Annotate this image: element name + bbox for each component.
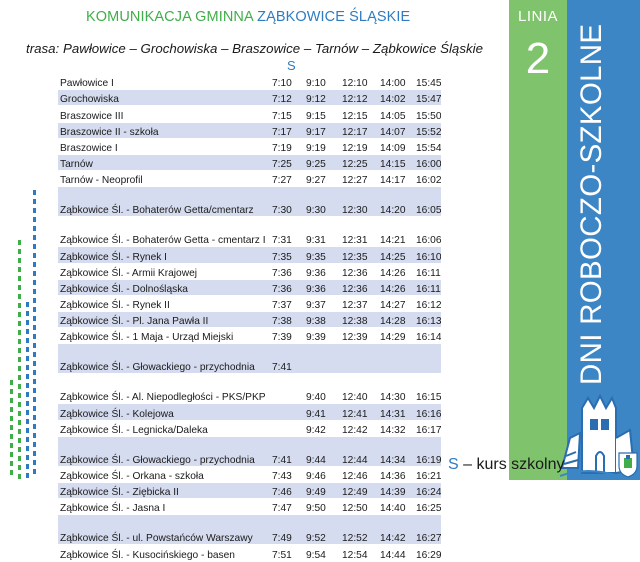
departure-time: 12:38	[340, 312, 378, 328]
departure-time: 7:39	[272, 332, 292, 344]
departure-time: 12:52	[340, 515, 378, 545]
departure-time: 14:26	[378, 279, 414, 295]
timetable-row	[58, 312, 441, 328]
departure-time: 16:15	[416, 392, 441, 404]
stop-name: Braszowice III	[60, 110, 124, 122]
departure-time: 14:31	[378, 404, 414, 420]
departure-time: 14:29	[380, 332, 406, 344]
timetable-row	[58, 279, 441, 295]
stop-name: Ząbkowice Śl. - Orkana - szkoła	[60, 471, 204, 482]
departure-time: 7:41	[270, 344, 304, 374]
departure-time: 9:40	[306, 392, 326, 404]
departure-time: 16:11	[416, 267, 441, 279]
title-part-green: KOMUNIKACJA GMINNA	[86, 9, 253, 25]
decorative-dots	[0, 0, 60, 480]
departure-time: 7:30	[270, 187, 304, 217]
departure-time: 12:42	[342, 424, 368, 436]
timetable-row	[58, 420, 441, 436]
stop-name: Ząbkowice Śl. - Głowackiego - przychodnia	[58, 344, 270, 374]
departure-time: 9:35	[304, 247, 340, 263]
departure-time: 16:19	[414, 436, 441, 466]
departure-time: 14:02	[378, 90, 414, 106]
departure-time: 7:36	[272, 267, 292, 279]
timetable	[58, 74, 441, 562]
departure-time: 9:31	[306, 235, 326, 247]
stop-name: Ząbkowice Śl. - Głowackiego - przychodnia	[58, 436, 270, 466]
departure-time: 9:46	[306, 471, 326, 482]
stop-name: Ząbkowice Śl. - ul. Powstańców Warszawy	[58, 515, 270, 545]
band-separator	[499, 0, 509, 480]
departure-time: 16:29	[416, 549, 441, 561]
service-days-title: DNI ROBOCZO-SZKOLNE	[575, 23, 608, 385]
departure-time: 7:46	[270, 483, 304, 499]
stop-name: Ząbkowice Śl. - Rynek II	[60, 300, 170, 312]
timetable-row	[58, 106, 441, 122]
departure-time: 12:54	[342, 549, 368, 561]
departure-time: 9:25	[304, 154, 340, 170]
timetable-row	[58, 122, 441, 138]
stop-name: Grochowiska	[58, 90, 270, 106]
departure-time: 14:07	[378, 122, 414, 138]
departure-time: 7:12	[270, 90, 304, 106]
departure-time: 12:25	[340, 154, 378, 170]
departure-time	[414, 344, 441, 374]
departure-time	[304, 344, 340, 374]
departure-time: 16:05	[414, 187, 441, 217]
departure-time: 7:49	[270, 515, 304, 545]
stop-name: Ząbkowice Śl. - Bohaterów Getta/cmentarz	[58, 187, 270, 217]
departure-time: 7:37	[272, 300, 292, 312]
departure-time: 16:12	[416, 300, 441, 312]
departure-time: 16:16	[414, 404, 441, 420]
timetable-row	[58, 187, 441, 217]
departure-time: 7:15	[272, 110, 292, 122]
legend	[448, 456, 564, 474]
timetable-row	[58, 295, 441, 311]
departure-time: 12:30	[340, 187, 378, 217]
stop-name: Pawłowice I	[60, 78, 114, 90]
departure-time: 9:44	[304, 436, 340, 466]
departure-time: 14:42	[378, 515, 414, 545]
departure-time: 7:31	[272, 235, 292, 247]
departure-time	[378, 344, 414, 374]
departure-time	[270, 404, 304, 420]
departure-time: 14:40	[380, 503, 406, 515]
departure-time: 9:49	[304, 483, 340, 499]
timetable-row	[58, 436, 441, 466]
departure-time: 14:25	[378, 247, 414, 263]
departure-time: 14:34	[378, 436, 414, 466]
stop-name: Braszowice II - szkoła	[58, 122, 270, 138]
departure-time: 14:44	[380, 549, 406, 561]
departure-time: 9:41	[304, 404, 340, 420]
departure-time: 16:21	[416, 471, 441, 482]
departure-time: 7:41	[270, 436, 304, 466]
stop-name: Ząbkowice Śl. - Dolnośląska	[58, 279, 270, 295]
departure-time: 9:52	[304, 515, 340, 545]
stop-name: Ząbkowice Śl. - 1 Maja - Urząd Miejski	[60, 332, 234, 344]
stop-name: Ząbkowice Śl. - Armii Krajowej	[60, 267, 198, 279]
timetable-row	[58, 328, 441, 344]
municipality-crest-icon	[618, 452, 638, 478]
departure-time: 15:54	[416, 142, 441, 154]
departure-time: 7:25	[270, 154, 304, 170]
timetable-row	[58, 466, 441, 482]
timetable-row	[58, 74, 441, 90]
departure-time: 14:09	[380, 142, 406, 154]
stop-name: Tarnów	[58, 154, 270, 170]
departure-time: 7:38	[270, 312, 304, 328]
title-part-blue: ZĄBKOWICE ŚLĄSKIE	[257, 9, 411, 25]
departure-time: 16:25	[416, 503, 441, 515]
stop-name: Ząbkowice Śl. - Bohaterów Getta - cmentarz I	[60, 235, 266, 247]
departure-time: 14:32	[380, 424, 406, 436]
departure-time: 7:47	[272, 503, 292, 515]
stop-name: Ząbkowice Śl. - Kusocińskiego - basen	[60, 549, 235, 561]
departure-time: 12:41	[340, 404, 378, 420]
stop-name: Tarnów - Neoprofil	[60, 175, 143, 187]
departure-time: 12:19	[342, 142, 368, 154]
departure-time: 7:36	[270, 279, 304, 295]
timetable-row	[58, 171, 441, 187]
departure-time: 9:17	[304, 122, 340, 138]
departure-time	[270, 374, 304, 404]
departure-time: 9:50	[306, 503, 326, 515]
departure-time: 16:10	[414, 247, 441, 263]
departure-time: 14:27	[380, 300, 406, 312]
stop-name: Ząbkowice Śl. - Jasna I	[60, 503, 166, 515]
departure-time: 12:31	[342, 235, 368, 247]
departure-time: 14:15	[378, 154, 414, 170]
timetable-row	[58, 499, 441, 515]
departure-time: 15:50	[416, 110, 441, 122]
departure-time: 16:13	[414, 312, 441, 328]
stop-name: Ząbkowice Śl. - Legnicka/Daleka	[60, 424, 208, 436]
departure-time: 9:12	[304, 90, 340, 106]
departure-time: 7:43	[272, 471, 292, 482]
departure-time: 7:19	[272, 142, 292, 154]
departure-time: 12:36	[340, 279, 378, 295]
school-course-marker: S	[287, 58, 296, 73]
departure-time: 9:39	[306, 332, 326, 344]
departure-time: 14:39	[378, 483, 414, 499]
departure-time: 14:17	[380, 175, 406, 187]
timetable-row	[58, 247, 441, 263]
departure-time: 12:49	[340, 483, 378, 499]
stop-name: Ząbkowice Śl. - Pl. Jana Pawła II	[58, 312, 270, 328]
departure-time: 12:35	[340, 247, 378, 263]
stop-name: Ząbkowice Śl. - Kolejowa	[58, 404, 270, 420]
timetable-row	[58, 263, 441, 279]
timetable-row	[58, 90, 441, 106]
departure-time: 9:36	[304, 279, 340, 295]
departure-time: 12:40	[342, 392, 368, 404]
departure-time: 9:38	[304, 312, 340, 328]
line-label: LINIA	[517, 8, 558, 25]
stop-name: Ząbkowice Śl. - Al. Niepodległości - PKS/PKP	[60, 392, 266, 404]
departure-time: 12:10	[342, 78, 368, 90]
departure-time: 12:36	[342, 267, 368, 279]
departure-time: 12:17	[340, 122, 378, 138]
legend-text: – kurs szkolny	[458, 456, 565, 473]
departure-time: 7:17	[270, 122, 304, 138]
departure-time: 9:42	[306, 424, 326, 436]
departure-time: 14:26	[380, 267, 406, 279]
departure-time: 16:02	[416, 175, 441, 187]
legend-symbol: S	[448, 456, 459, 473]
departure-time: 16:00	[414, 154, 441, 170]
departure-time: 12:27	[342, 175, 368, 187]
departure-time: 12:50	[342, 503, 368, 515]
stop-name: Ząbkowice Śl. - Rynek I	[58, 247, 270, 263]
departure-time: 14:28	[378, 312, 414, 328]
departure-time: 9:30	[304, 187, 340, 217]
departure-time: 16:11	[414, 279, 441, 295]
timetable-row	[58, 515, 441, 545]
departure-time: 14:36	[380, 471, 406, 482]
departure-time: 12:44	[340, 436, 378, 466]
departure-time: 14:05	[380, 110, 406, 122]
departure-time: 14:00	[380, 78, 406, 90]
departure-time: 15:52	[414, 122, 441, 138]
page-title	[86, 9, 410, 25]
departure-time: 9:27	[306, 175, 326, 187]
departure-time	[270, 420, 304, 436]
departure-time: 16:17	[416, 424, 441, 436]
stop-name: Braszowice I	[60, 142, 118, 154]
departure-time: 14:30	[380, 392, 406, 404]
timetable-row	[58, 545, 441, 561]
timetable-row	[58, 138, 441, 154]
departure-time: 9:15	[306, 110, 326, 122]
departure-time: 15:45	[416, 78, 441, 90]
departure-time	[340, 344, 378, 374]
timetable-row	[58, 344, 441, 374]
departure-time: 12:37	[342, 300, 368, 312]
departure-time: 16:14	[416, 332, 441, 344]
departure-time: 7:10	[272, 78, 292, 90]
departure-time: 9:36	[306, 267, 326, 279]
departure-time: 15:47	[414, 90, 441, 106]
departure-time: 16:24	[414, 483, 441, 499]
stop-name: Ząbkowice Śl. - Ziębicka II	[58, 483, 270, 499]
departure-time: 9:19	[306, 142, 326, 154]
timetable-row	[58, 483, 441, 499]
departure-time: 7:27	[272, 175, 292, 187]
route-description: trasa: Pawłowice – Grochowiska – Braszowice – Tarnów – Ząbkowice Śląskie	[26, 41, 483, 56]
timetable-body	[58, 74, 441, 561]
departure-time: 12:15	[342, 110, 368, 122]
line-number: 2	[525, 34, 551, 83]
departure-time: 9:10	[306, 78, 326, 90]
timetable-row	[58, 154, 441, 170]
departure-time: 16:06	[416, 235, 441, 247]
departure-time: 14:21	[380, 235, 406, 247]
departure-time: 7:35	[270, 247, 304, 263]
departure-time: 16:27	[414, 515, 441, 545]
timetable-row	[58, 404, 441, 420]
departure-time: 9:37	[306, 300, 326, 312]
departure-time: 9:54	[306, 549, 326, 561]
departure-time: 14:20	[378, 187, 414, 217]
departure-time: 12:39	[342, 332, 368, 344]
departure-time: 12:46	[342, 471, 368, 482]
departure-time: 12:12	[340, 90, 378, 106]
timetable-row	[58, 217, 441, 247]
timetable-row	[58, 374, 441, 404]
departure-time: 7:51	[272, 549, 292, 561]
